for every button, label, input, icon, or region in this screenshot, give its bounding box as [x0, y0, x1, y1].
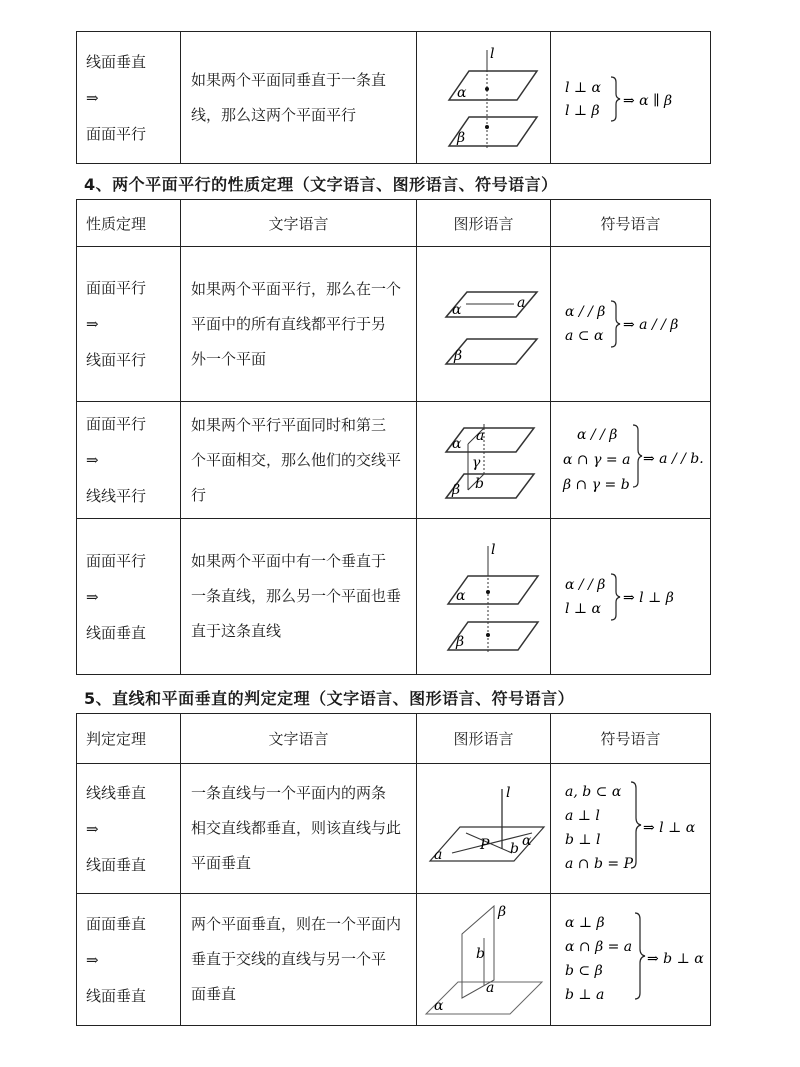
label-beta: β [453, 348, 462, 364]
label-a: a [433, 846, 442, 863]
label-alpha: α [451, 302, 461, 318]
symbol-formula [559, 905, 714, 1015]
label-beta: β [456, 129, 465, 146]
section-title: 5、直线和平面垂直的判定定理（文字语言、图形语言、符号语言） [84, 689, 575, 708]
symbol-premise: α ∩ β = a [565, 938, 633, 955]
label-a: a [485, 979, 494, 996]
symbol-premise: α / / β [565, 304, 606, 320]
text-line: 一条直线与一个平面内的两条 [191, 784, 387, 802]
theorem-name-line: 线线平行 [86, 487, 147, 505]
theorem-arrow: ⇒ [86, 88, 99, 107]
text-line: 外一个平面 [191, 349, 267, 368]
theorem-name-line: 面面平行 [86, 124, 147, 143]
line-perpendicular-two-intersecting-lines-figure [422, 769, 546, 889]
label-alpha: α [456, 84, 466, 101]
symbol-premise: l ⊥ β [565, 102, 600, 119]
symbol-premise: β ∩ γ = b [563, 477, 630, 493]
two-parallel-planes-perpendicular-line-figure [424, 38, 544, 158]
text-line: 垂直于交线的直线与另一个平 [191, 950, 387, 968]
table-header-row [77, 714, 711, 764]
label-b: b [475, 945, 485, 962]
symbol-premise: b ⊥ a [565, 986, 605, 1003]
table-plane-parallel-determination [76, 31, 711, 164]
symbol-premise: b ⊥ l [565, 831, 601, 848]
text-line: 平面垂直 [191, 854, 252, 872]
right-brace-icon [611, 77, 620, 121]
text-line: 如果两个平行平面同时和第三 [191, 415, 387, 434]
symbol-language-cell [551, 519, 711, 675]
symbol-language-cell [551, 32, 711, 164]
table-line-plane-perpendicular-determination [76, 713, 711, 1026]
symbol-formula [559, 417, 714, 503]
text-line: 两个平面垂直，则在一个平面内 [191, 915, 402, 933]
text-line: 线，那么这两个平面平行 [191, 105, 357, 124]
theorem-name-line: 面面平行 [86, 551, 147, 570]
table-row [77, 32, 711, 164]
label-beta: β [455, 633, 464, 650]
figure-cell [417, 32, 551, 164]
right-brace-icon [633, 425, 642, 487]
symbol-premise: l ⊥ α [565, 600, 601, 617]
table-row [77, 519, 711, 675]
table-header-row [77, 200, 711, 247]
column-header: 图形语言 [417, 200, 551, 247]
figure-cell [417, 247, 551, 402]
theorem-arrow: ⇒ [86, 315, 99, 333]
label-beta: β [497, 903, 506, 920]
figure-cell [417, 764, 551, 894]
symbol-language-cell [551, 247, 711, 402]
label-a: a [516, 295, 525, 311]
symbol-conclusion: ⇒ a / / b. [643, 451, 704, 467]
column-header: 符号语言 [551, 200, 711, 247]
theorem-name-line: 线面垂直 [86, 855, 147, 874]
parallel-planes-line-in-plane-figure [424, 269, 544, 379]
symbol-language-cell [551, 894, 711, 1026]
theorem-name-line: 面面平行 [86, 279, 147, 297]
theorem-name [77, 519, 181, 675]
symbol-premise: a ∩ b = P [565, 855, 633, 872]
figure-cell [417, 402, 551, 519]
column-header: 图形语言 [417, 714, 551, 764]
text-language-cell [181, 32, 417, 164]
theorem-name [77, 247, 181, 402]
right-brace-icon [611, 574, 620, 620]
symbol-premise: l ⊥ α [565, 79, 601, 96]
text-line: 如果两个平面中有一个垂直于 [191, 552, 387, 570]
symbol-premise: b ⊂ β [565, 962, 603, 979]
text-language-cell [181, 519, 417, 675]
table-row [77, 764, 711, 894]
text-line: 面垂直 [191, 985, 237, 1003]
text-language-cell [181, 402, 417, 519]
label-alpha: α [455, 587, 465, 604]
symbol-conclusion: ⇒ a / / β [623, 317, 679, 333]
right-brace-icon [635, 913, 645, 999]
label-l: l [489, 45, 494, 62]
theorem-name-line: 线面垂直 [86, 986, 147, 1005]
label-beta: β [451, 482, 460, 498]
label-l: l [505, 784, 510, 801]
symbol-formula [559, 774, 714, 884]
text-line: 一条直线，那么另一个平面也垂 [191, 587, 402, 605]
theorem-name-line: 线面垂直 [86, 52, 147, 71]
text-line: 行 [191, 485, 207, 504]
column-header: 符号语言 [551, 714, 711, 764]
column-header: 文字语言 [181, 200, 417, 247]
parallel-planes-cut-by-third-plane-figure [424, 410, 544, 510]
symbol-formula [559, 562, 709, 632]
theorem-name-line: 线面垂直 [86, 623, 147, 642]
label-b: b [509, 840, 519, 857]
symbol-language-cell [551, 402, 711, 519]
label-gamma: γ [471, 455, 480, 471]
text-line: 如果两个平面同垂直于一条直 [191, 70, 387, 89]
figure-cell [417, 894, 551, 1026]
theorem-name [77, 402, 181, 519]
theorem-name-line: 面面垂直 [86, 914, 147, 933]
symbol-conclusion: ⇒ l ⊥ β [623, 589, 674, 606]
symbol-conclusion: ⇒ α ∥ β [623, 92, 673, 109]
symbol-formula [559, 63, 709, 133]
text-language-cell [181, 764, 417, 894]
symbol-premise: α / / β [565, 576, 606, 593]
symbol-premise: a ⊥ l [565, 807, 600, 824]
symbol-premise: α ∩ γ = a [563, 452, 631, 468]
text-line: 直于这条直线 [191, 622, 282, 640]
theorem-arrow: ⇒ [86, 587, 99, 606]
label-b: b [474, 476, 484, 492]
right-brace-icon [611, 301, 620, 347]
text-line: 个平面相交，那么他们的交线平 [191, 450, 402, 469]
symbol-premise: a, b ⊂ α [565, 783, 622, 800]
column-header: 判定定理 [77, 714, 181, 764]
label-l: l [490, 541, 495, 558]
label-alpha: α [451, 436, 461, 452]
symbol-conclusion: ⇒ b ⊥ α [647, 950, 704, 967]
theorem-name [77, 764, 181, 894]
theorem-arrow: ⇒ [86, 950, 99, 969]
label-a: a [475, 428, 484, 444]
label-P: P [479, 836, 489, 853]
parallel-planes-perpendicular-line-figure [424, 532, 544, 662]
label-alpha: α [521, 832, 531, 849]
theorem-name [77, 32, 181, 164]
theorem-name-line: 线线垂直 [86, 783, 147, 802]
theorem-arrow: ⇒ [86, 451, 99, 469]
theorem-arrow: ⇒ [86, 819, 99, 838]
table-row [77, 247, 711, 402]
text-line: 平面中的所有直线都平行于另 [191, 314, 387, 333]
table-row [77, 402, 711, 519]
text-language-cell [181, 247, 417, 402]
symbol-premise: α ⊥ β [565, 914, 605, 931]
table-plane-parallel-properties [76, 199, 711, 675]
text-line: 如果两个平面平行，那么在一个 [191, 279, 402, 298]
symbol-conclusion: ⇒ l ⊥ α [643, 819, 696, 836]
perpendicular-planes-figure [422, 898, 546, 1022]
text-language-cell [181, 894, 417, 1026]
symbol-premise: a ⊂ α [565, 328, 604, 344]
theorem-name-line: 面面平行 [86, 415, 147, 433]
symbol-premise: α / / β [577, 427, 618, 443]
column-header: 文字语言 [181, 714, 417, 764]
symbol-language-cell [551, 764, 711, 894]
figure-cell [417, 519, 551, 675]
table-row [77, 894, 711, 1026]
label-alpha: α [433, 997, 443, 1014]
symbol-formula [559, 289, 709, 359]
column-header: 性质定理 [77, 200, 181, 247]
text-line: 相交直线都垂直，则该直线与此 [191, 819, 402, 837]
section-title: 4、两个平面平行的性质定理（文字语言、图形语言、符号语言） [84, 175, 558, 194]
theorem-name [77, 894, 181, 1026]
theorem-name-line: 线面平行 [86, 351, 147, 369]
